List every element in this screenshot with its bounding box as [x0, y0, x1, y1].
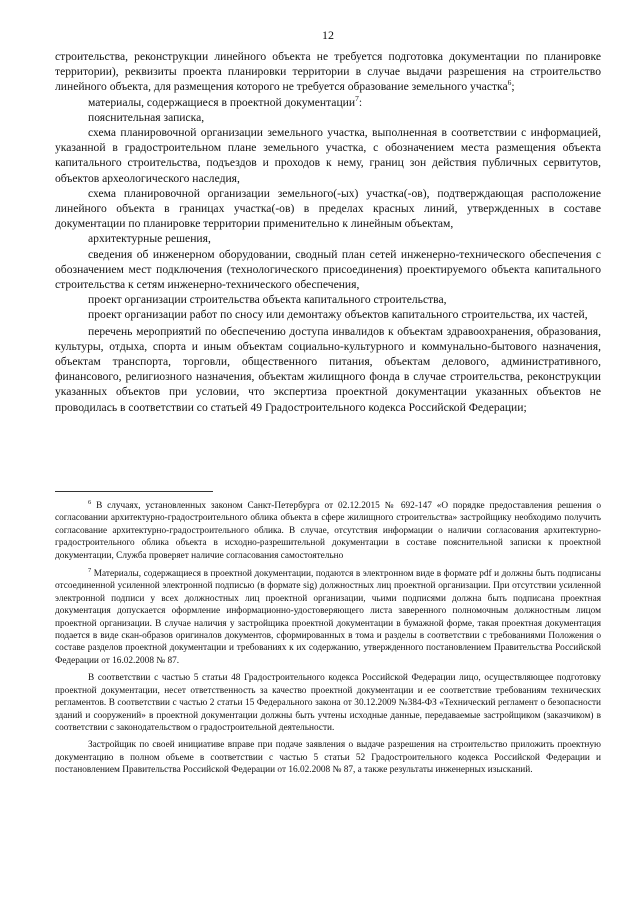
list-item-linear-object-scheme: схема планировочной организации земельного(-ых) участка(-ов), подтверждающая расположение линейного объекта в границах участка(-ов) в пределах красных линий, утвержденных в составе документации по планировке территории применительно к линейным объектам, [55, 186, 601, 231]
paragraph-text: материалы, содержащиеся в проектной документации [88, 95, 356, 109]
list-item-demolition-project: проект организации работ по сносу или демонтажу объектов капитального строительства, их частей, [88, 308, 588, 322]
footnote-text: В случаях, установленных законом Санкт-Петербурга от 02.12.2015 № 692-147 «О порядке предоставления решения о согласовании архитектурно-градостроительного облика объекта в сфере жилищного строительства» застройщику необходимо получить согласование архитектурно-градостроительного облика. В случае, отсутствия информации о наличии согласования архитектурно-градостроительного облика объекта в исходно-разрешительной документации в составе пояснительной записки к проектной документации, Служба проверяет наличие согласования самостоятельно [55, 501, 601, 561]
footnote-ref-6: 6 [507, 78, 512, 88]
footnotes [55, 500, 601, 777]
list-item-accessibility-measures: перечень мероприятий по обеспечению доступа инвалидов к объектам здравоохранения, образования, культуры, отдыха, спорта и иным объектам социально-культурного и коммунально-бытового назначения, объектам транспорта, торговли, общественного питания, объектам делового, административного, финансового, религиозного назначения, объектам жилищного фонда в случае строительства, реконструкции указанных объектов при условии, что экспертиза проектной документации указанных объектов не проводилась в соответствии со статьей 49 Градостроительного кодекса Российской Федерации; [55, 324, 601, 414]
list-item-architectural-solutions: архитектурные решения, [88, 232, 211, 246]
paragraph-text: строительства, реконструкции линейного объекта не требуется подготовка документации по планировке территории), реквизиты проекта планировки территории в случае выдачи разрешения на строительство линейного объекта, для размещения которого не требуется образование земельного участка [55, 50, 601, 94]
footnote-number: 7 [88, 566, 92, 574]
page-number: 12 [322, 28, 334, 42]
paragraph-project-materials [55, 95, 601, 110]
footnote-separator [55, 491, 213, 492]
paragraph-continuation [55, 49, 601, 95]
main-text [55, 49, 601, 415]
punctuation: ; [511, 80, 515, 94]
footnote-text: Материалы, содержащиеся в проектной документации, подаются в электронном виде в формате pdf и должны быть подписаны отсоединенной усиленной электронной подписью (в формате sig) должностных лиц проектной организации. При отсутствии усиленной электронной подписи у всех должностных лиц проектной организации, чьими подписями должна быть подписана проектная документация допускается оформление информационно-удостоверяющего листа заверенного полномочным должностным лицом проектной организации. В случае наличия у застройщика проектной документации в бумажной форме, такая проектная документация подается в виде скан-образов оригиналов документов, сформированных в тома и разделы в соответствии с требованиями Положения о составе разделов проектной документации и требованиях к их содержанию, утвержденного постановлением Правительства Российской Федерации от 16.02.2008 № 87. [55, 569, 601, 666]
footnote-ref-7: 7 [355, 93, 359, 103]
list-item-site-plan-scheme: схема планировочной организации земельного участка, выполненная в соответствии с информацией, указанной в градостроительном плане земельного участка, с обозначением места размещения объекта капитального строительства, подъездов и проходов к нему, границ зон действия публичных сервитутов, объектов археологического наследия, [55, 126, 601, 185]
footnote-number: 6 [88, 498, 92, 506]
footnote-paragraph-initiative: Застройщик по своей инициативе вправе при подаче заявления о выдаче разрешения на строительство приложить проектную документацию в полном объеме в соответствии с частью 5 статьи 52 Градостроительного кодекса Российской Федерации и постановлением Правительства Российской Федерации от 16.02.2008 № 87, а также результаты инженерных изысканий. [55, 740, 601, 776]
footnote-7 [55, 568, 601, 667]
document-page [55, 0, 601, 905]
punctuation: : [358, 95, 363, 109]
list-item-construction-organization: проект организации строительства объекта капитального строительства, [88, 293, 447, 307]
list-item-engineering-equipment: сведения об инженерном оборудовании, сводный план сетей инженерно-технического обеспечения с обозначением мест подключения (технологического присоединения) проектируемого объекта капитального строительства к сетям инженерно-технического обеспечения, [55, 247, 601, 292]
footnote-paragraph-responsibility: В соответствии с частью 5 статьи 48 Градостроительного кодекса Российской Федерации лицо, осуществляющее подготовку проектной документации, несет ответственность за качество проектной документации и ее соответствие требованиям технических регламентов. В соответствии с частью 2 статьи 15 Федерального закона от 30.12.2009 №384-ФЗ «Технический регламент о безопасности зданий и сооружений» в проектной документации должны быть учтены исходные данные, передаваемые застройщиком (заказчиком) в соответствии с законодательством о градостроительной деятельности. [55, 673, 601, 733]
list-item-explanatory-note: пояснительная записка, [88, 110, 205, 124]
footnote-6 [55, 500, 601, 562]
